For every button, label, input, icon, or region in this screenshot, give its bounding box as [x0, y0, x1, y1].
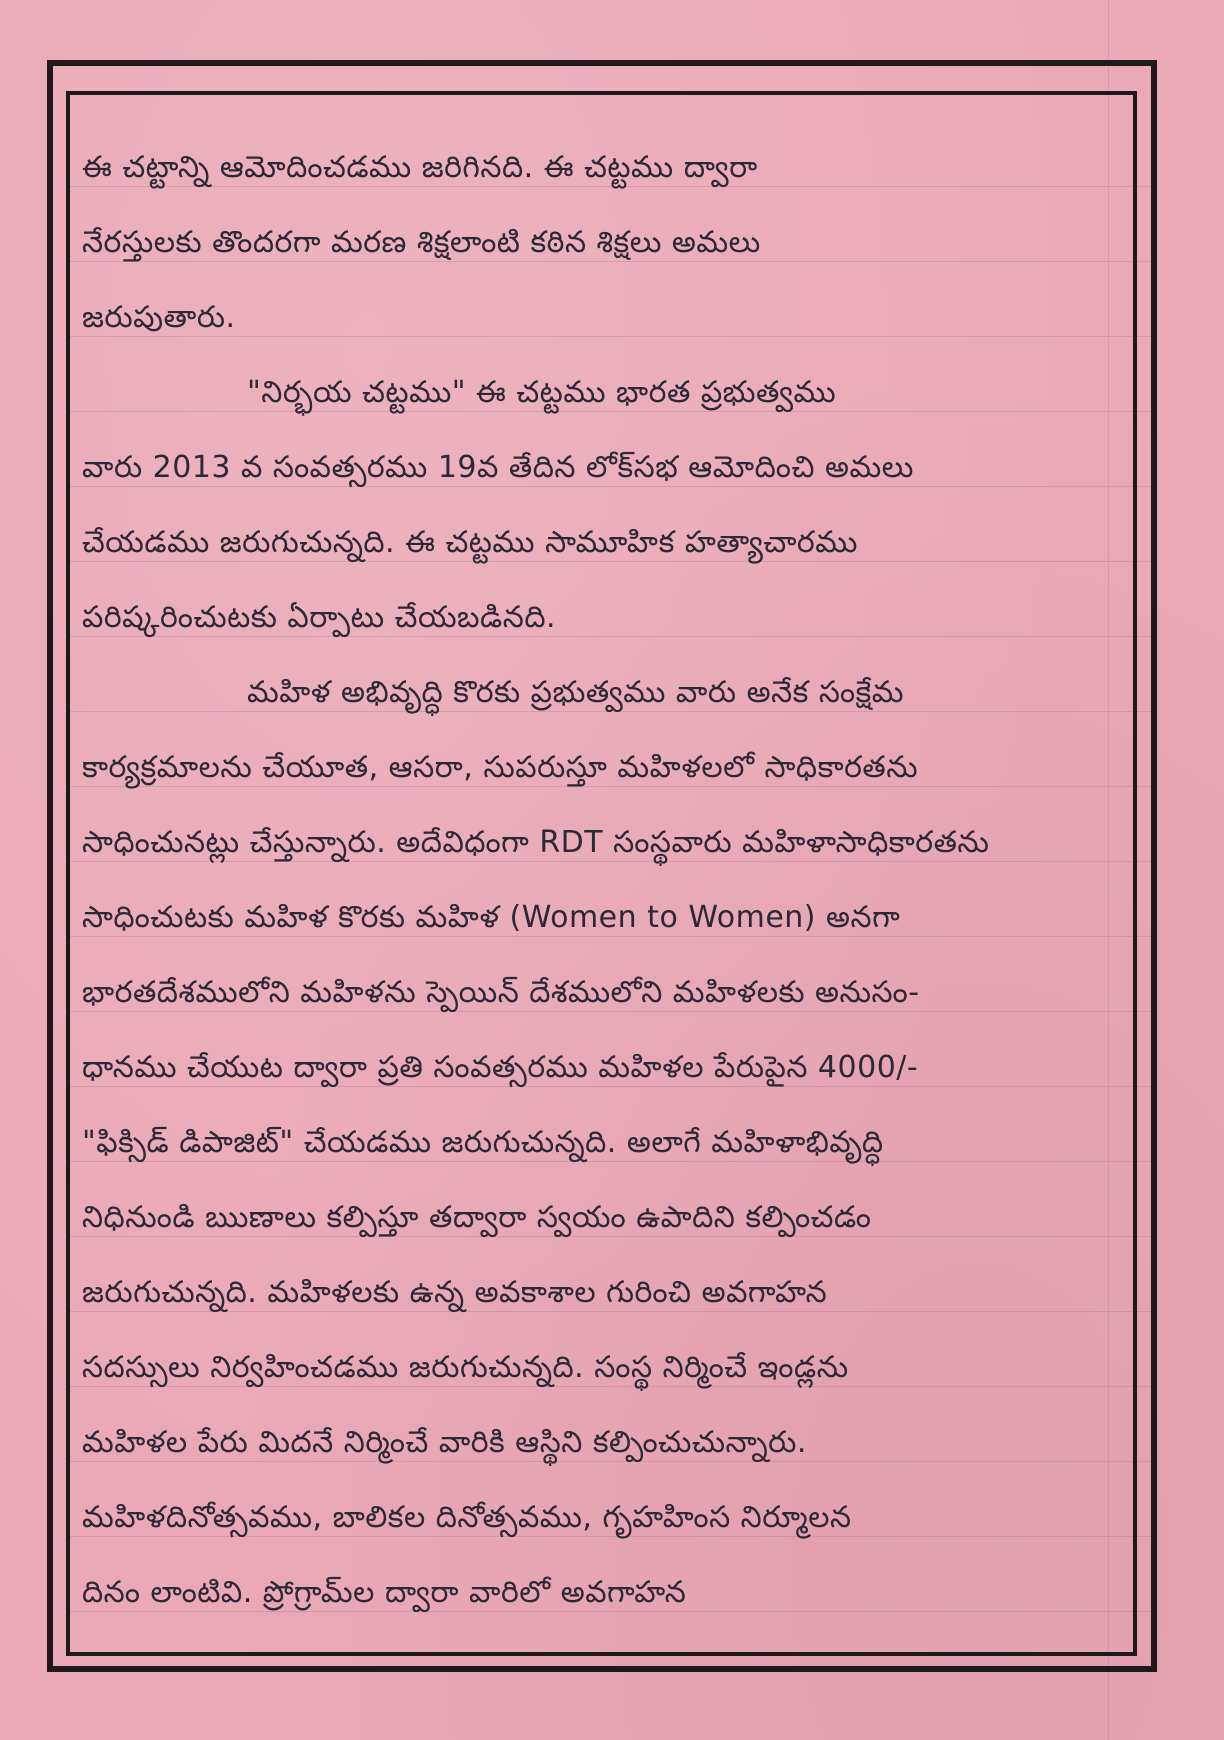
- text-line: భారతదేశములోని మహిళను స్పెయిన్ దేశములోని మహిళలకు అనుసం-: [82, 975, 920, 1010]
- text-line: ఈ చట్టాన్ని ఆమోదించడము జరిగినది. ఈ చట్టము ద్వారా: [82, 150, 758, 185]
- text-line: మహిళ అభివృద్ధి కొరకు ప్రభుత్వము వారు అనేక సంక్షేమ: [247, 675, 904, 710]
- text-line: నిధినుండి ఋణాలు కల్పిస్తూ తద్వారా స్వయం ఉపాదిని కల్పించడం: [82, 1200, 872, 1235]
- text-line: మహిళల పేరు మిదనే నిర్మించే వారికి ఆస్థిని కల్పించుచున్నారు.: [82, 1425, 807, 1460]
- text-line: జరుపుతారు.: [82, 300, 236, 335]
- text-line: "నిర్భయ చట్టము" ఈ చట్టము భారత ప్రభుత్వము: [247, 375, 837, 410]
- text-line: దినం లాంటివి. ప్రోగ్రామ్‌ల ద్వారా వారిలో అవగాహన: [82, 1575, 687, 1610]
- handwritten-text-block: [82, 130, 1122, 1630]
- text-line: పరిష్కరించుటకు ఏర్పాటు చేయబడినది.: [82, 600, 557, 635]
- text-line: సాధించుటకు మహిళ కొరకు మహిళ (Women to Women) అనగా: [82, 900, 901, 935]
- text-line: వారు 2013 వ సంవత్సరము 19వ తేదిన లోక్‌సభ ఆమోదించి అమలు: [82, 450, 914, 485]
- text-line: సదస్సులు నిర్వహించడము జరుగుచున్నది. సంస్థ నిర్మించే ఇండ్లను: [82, 1350, 849, 1385]
- text-line: "ఫిక్సిడ్ డిపాజిట్" చేయడము జరుగుచున్నది. అలాగే మహిళాభివృద్ధి: [82, 1125, 884, 1160]
- text-line: సాధించునట్లు చేస్తున్నారు. అదేవిధంగా RDT సంస్థవారు మహిళాసాధికారతను: [82, 825, 990, 860]
- text-line: చేయడము జరుగుచున్నది. ఈ చట్టము సామూహిక హత్యాచారము: [82, 525, 858, 560]
- text-line: ధానము చేయుట ద్వారా ప్రతి సంవత్సరము మహిళల పేరుపైన 4000/-: [82, 1050, 919, 1085]
- text-line: జరుగుచున్నది. మహిళలకు ఉన్న అవకాశాల గురించి అవగాహన: [82, 1275, 828, 1310]
- text-line: మహిళదినోత్సవము, బాలికల దినోత్సవము, గృహహింస నిర్మూలన: [82, 1500, 852, 1535]
- text-line: కార్యక్రమాలను చేయూత, ఆసరా, సుపరుస్తూ మహిళలలో సాధికారతను: [82, 750, 919, 785]
- text-line: నేరస్తులకు తొందరగా మరణ శిక్షలాంటి కఠిన శిక్షలు అమలు: [82, 225, 761, 260]
